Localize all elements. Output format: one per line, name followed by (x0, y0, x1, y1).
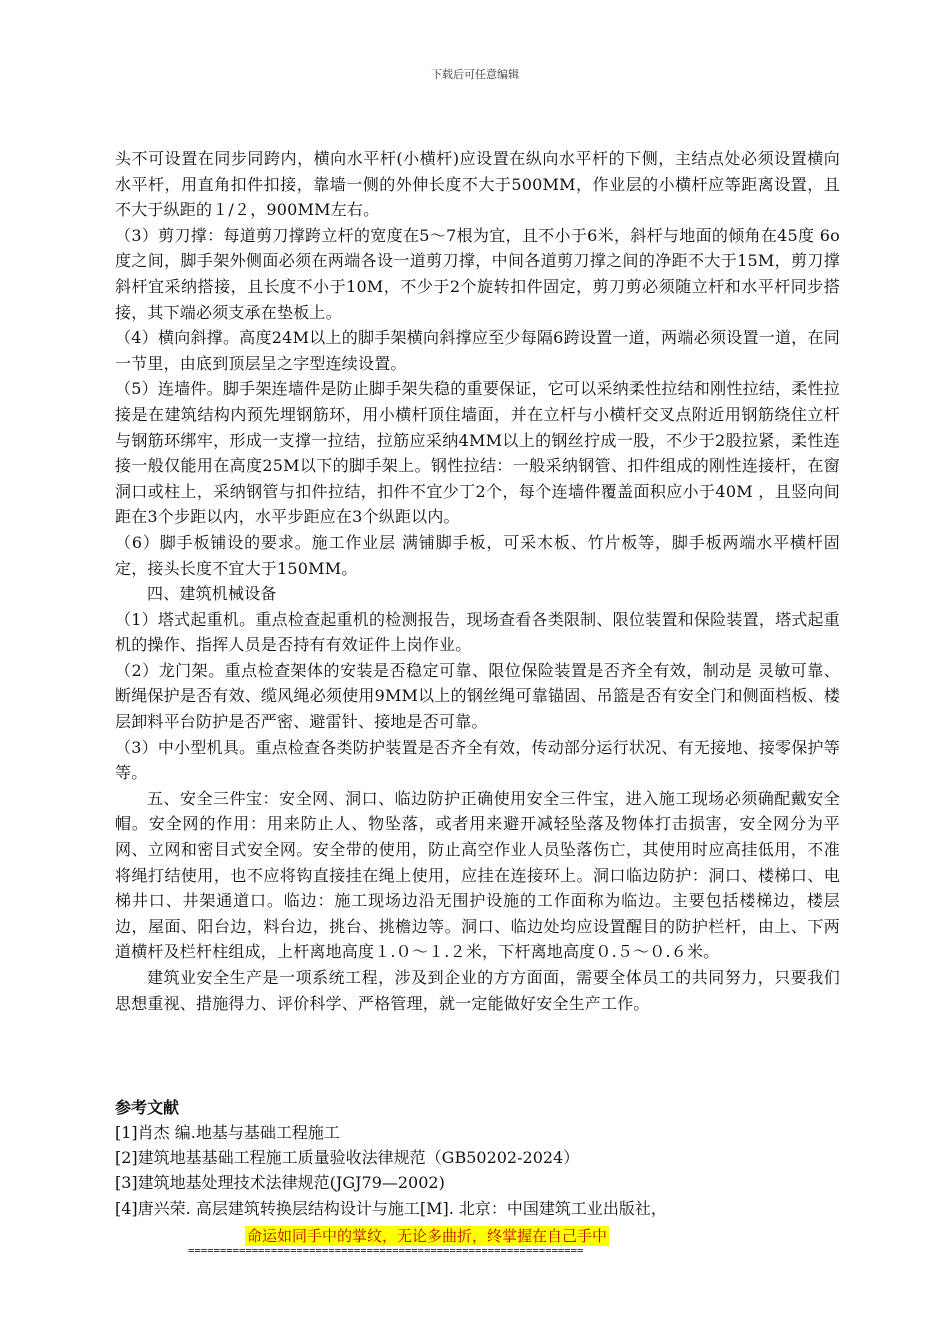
paragraph: 建筑业安全生产是一项系统工程，涉及到企业的方方面面，需要全体员工的共同努力，只要我们思想重视、措施得力、评价科学、严格管理，就一定能做好安全生产工作。 (115, 968, 840, 1013)
header-note: 下载后可任意编辑 (431, 68, 519, 81)
separator-line: ============================================================== (188, 1245, 584, 1257)
paragraph: （6）脚手板铺设的要求。施工作业层 满铺脚手板，可采木板、竹片板等，脚手板两端水平横杆固定，接头长度不宜大于150MM。 (115, 532, 840, 578)
paragraph: （1）塔式起重机。重点检查起重机的检测报告，现场查看各类限制、限位装置和保险装置，塔式起重机的操作、指挥人员是否持有有效证件上岗作业。 (115, 609, 840, 655)
paragraph: （3）剪刀撑：每道剪刀撑跨立杆的宽度在5～7根为宜，且不小于6米，斜杆与地面的倾角在45度 6o度之间，脚手架外侧面必须在两端各设一道剪刀撑，中间各道剪刀撑之间的净距不大于15M，剪刀撑斜杆宜采纳搭接，且长度不小于10M，不少于2个旋转扣件固定，剪刀剪必须随立杆和水平杆同步搭接，其下端必须支承在垫板上。 (115, 225, 840, 322)
paragraph: （3）中小型机具。重点检查各类防护装置是否齐全有效，传动部分运行状况、有无接地、接零保护等等。 (115, 737, 840, 783)
references-list (115, 1120, 845, 1221)
paragraph: 头不可设置在同步同跨内，横向水平杆(小横杆)应设置在纵向水平杆的下侧，主结点处必须设置横向水平杆，用直角扣件扣接，靠墙一侧的外伸长度不大于500MM，作业层的小横杆应等距离设置，且不大于纵距的１/２，900MM左右。 (115, 149, 840, 220)
reference-item: [3]建筑地基处理技术法律规范(JGJ79—2002) (115, 1173, 445, 1193)
reference-item: [1]肖杰 编.地基与基础工程施工 (115, 1123, 340, 1142)
section-heading: 四、建筑机械设备 (147, 584, 277, 604)
paragraph: （2）龙门架。重点检查架体的安装是否稳定可靠、限位保险装置是否齐全有效，制动是 灵敏可靠、断绳保护是否有效、缆风绳必须使用9MM以上的钢丝绳可靠锚固、吊篮是否有安全门和侧面档板、楼层卸料平台防护是否严密、避雷针、接地是否可靠。 (115, 660, 840, 732)
body-text (115, 146, 840, 1016)
reference-item: [4]唐兴荣. 高层建筑转换层结构设计与施工[M]. 北京：中国建筑工业出版社， (115, 1198, 667, 1218)
reference-item: [2]建筑地基基础工程施工质量验收法律规范（GB50202-2024） (115, 1148, 580, 1168)
paragraph: 五、安全三件宝：安全网、洞口、临边防护正确使用安全三件宝，进入施工现场必须确配戴安全帽。安全网的作用：用来防止人、物坠落，或者用来避开减轻坠落及物体打击损害，安全网分为平网、立网和密目式安全网。安全带的使用，防止高空作业人员坠落伤亡，其使用时应高挂低用，不准将绳打结使用，也不应将钩直接挂在绳上使用，应挂在连接环上。洞口临边防护：洞口、楼梯口、电梯井口、井架通道口。临边：施工现场边沿无围护设施的工作面称为临边。主要包括楼梯边，楼层边，屋面、阳台边，料台边，挑台、挑檐边等。洞口、临边处均应设置醒目的防护栏杆，由上、下两道横杆及栏杆柱组成，上杆离地高度１.０～１.２米，下杆离地高度０.５～０.６米。 (115, 788, 840, 962)
references-title: 参考文献 (115, 1098, 180, 1117)
paragraph: （5）连墙件。脚手架连墙件是防止脚手架失稳的重要保证，它可以采纳柔性拉结和刚性拉结，柔性拉接是在建筑结构内预先埋钢筋环，用小横杆顶住墙面，并在立杆与小横杆交叉点附近用钢筋绕住立杆与钢筋环绑牢，形成一支撑一拉结，拉筋应采纳4MM以上的钢丝拧成一股，不少于2股拉紧，柔性连接一般仅能用在高度25M以下的脚手架上。钢性拉结：一般采纳钢管、扣件组成的刚性连接杆，在窗洞口或柱上，采纳钢管与扣件拉结，扣件不宜少丁2个，每个连墙件覆盖面积应小于40M ，且竖向间距在3个步距以内，水平步距应在3个纵距以内。 (115, 379, 840, 527)
paragraph: （4）横向斜撑。高度24M以上的脚手架横向斜撑应至少每隔6跨设置一道，两端必须设置一道，在同一节里，由底到顶层呈之字型连续设置。 (115, 328, 840, 373)
motto-banner: 命运如同手中的掌纹，无论多曲折，终掌握在自己手中 (247, 1227, 608, 1245)
